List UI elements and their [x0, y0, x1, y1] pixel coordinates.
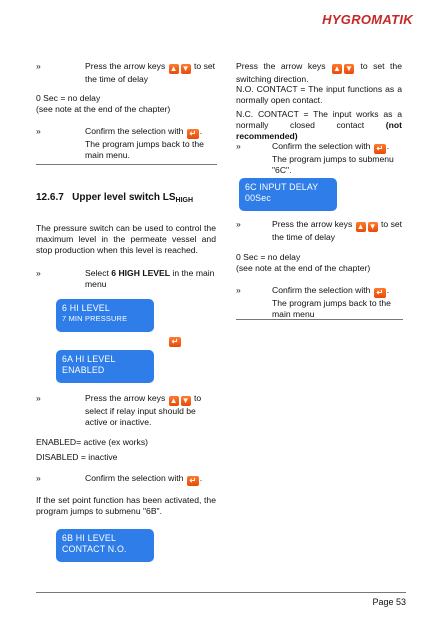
bullet-marker: » — [36, 268, 41, 278]
arrow-down-key-icon: ▼ — [181, 396, 190, 405]
bullet-marker: » — [36, 61, 41, 71]
intro-paragraph: The pressure switch can be used to control the maximum level in the permeate vessel and stop production when this level is reached. — [36, 223, 216, 255]
enabled-note: ENABLED= active (ex works) — [36, 437, 148, 447]
footer-divider — [36, 592, 406, 593]
nc-contact-note: N.C. CONTACT = The input works as a normally closed contact (not recommended) — [236, 109, 402, 141]
arrow-up-key-icon: ▲ — [356, 222, 365, 231]
instruction-text: Press the arrow keys ▲ ▼ to set the switching direction. — [236, 61, 402, 84]
enter-key-icon: ↵ — [187, 129, 199, 139]
instruction-text: Press the arrow keys ▲ ▼ to select if relay input should be active or inactive. — [85, 393, 202, 427]
arrow-down-key-icon: ▼ — [181, 64, 190, 73]
submenu-paragraph: If the set point function has been activated, the program jumps to submenu "6B". — [36, 495, 216, 516]
enter-key-icon: ↵ — [374, 288, 386, 298]
instruction-text: Confirm the selection with ↵ . — [85, 473, 203, 485]
bullet-marker: » — [36, 473, 41, 483]
bullet-marker: » — [236, 219, 241, 229]
delay-note: 0 Sec = no delay (see note at the end of the chapter) — [36, 93, 171, 114]
section-divider — [236, 319, 403, 320]
brand-logo: HYGROMATIK — [322, 12, 413, 27]
instruction-text: Confirm the selection with ↵ . The program jumps back to the main menu. — [85, 126, 204, 160]
lcd-display-main-menu: 6 HI LEVEL 7 MIN PRESSURE — [56, 299, 154, 332]
enter-key-icon: ↵ — [374, 144, 386, 154]
lcd-display-6b: 6B HI LEVEL CONTACT N.O. — [56, 529, 154, 562]
instruction-text: Press the arrow keys ▲ ▼ to set the time of delay — [272, 219, 403, 242]
arrow-up-key-icon: ▲ — [333, 64, 341, 73]
lcd-display-6c: 6C INPUT DELAY 00Sec — [239, 178, 337, 211]
enter-key-icon: ↵ — [169, 337, 181, 347]
section-heading: 12.6.7 Upper level switch $LS_{HIGH}$ — [36, 192, 194, 204]
bullet-marker: » — [236, 141, 241, 151]
instruction-text: Confirm the selection with ↵ . The program jumps back to the main menu — [272, 285, 391, 319]
instruction-text: Confirm the selection with ↵ . The program jumps to submenu "6C". — [272, 141, 394, 175]
delay-note: 0 Sec = no delay (see note at the end of the chapter) — [236, 252, 371, 273]
arrow-up-key-icon: ▲ — [169, 64, 178, 73]
arrow-down-key-icon: ▼ — [368, 222, 377, 231]
lcd-display-6a: 6A HI LEVEL ENABLED — [56, 350, 154, 383]
instruction-text: Select 6 HIGH LEVEL in the main menu — [85, 268, 215, 289]
no-contact-note: N.O. CONTACT = The input functions as a normally open contact. — [236, 84, 402, 105]
bullet-marker: » — [236, 285, 241, 295]
page-number: Page 53 — [372, 597, 406, 607]
instruction-text: Press the arrow keys ▲ ▼ to set the time of delay — [85, 61, 216, 84]
enter-key-icon: ↵ — [187, 476, 199, 486]
arrow-up-key-icon: ▲ — [169, 396, 178, 405]
arrow-down-key-icon: ▼ — [345, 64, 353, 73]
bullet-marker: » — [36, 393, 41, 403]
section-divider — [36, 164, 217, 165]
disabled-note: DISABLED = inactive — [36, 452, 118, 462]
bullet-marker: » — [36, 126, 41, 136]
